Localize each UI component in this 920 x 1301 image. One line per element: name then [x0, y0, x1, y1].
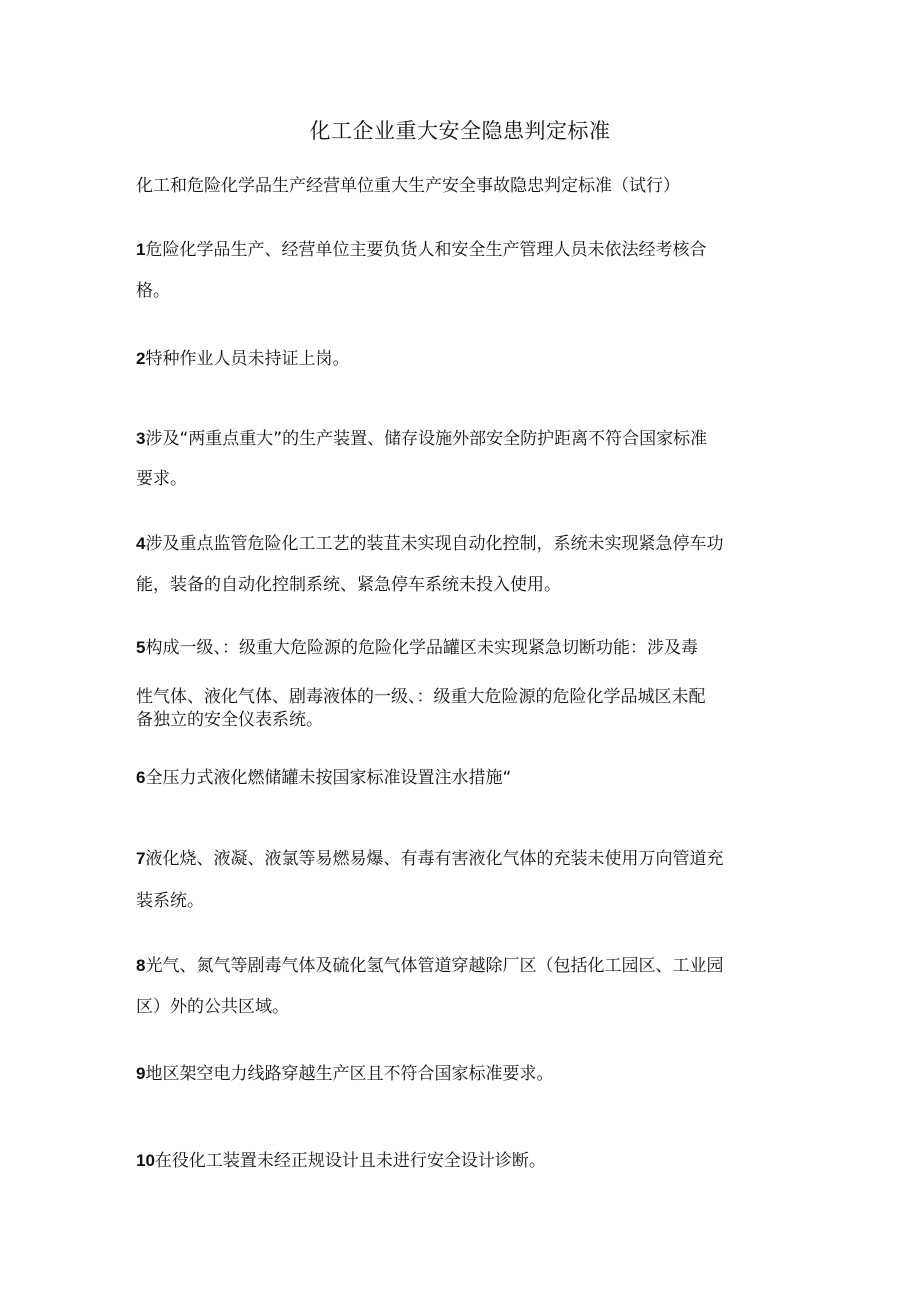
item-text: 特种作业人员未持证上岗。	[145, 349, 350, 369]
item-4-line-1	[136, 530, 723, 558]
item-text: 地区架空电力线路穿越生产区且不符合国家标准要求。	[145, 1064, 554, 1084]
item-8-line-2: 区）外的公共区域。	[136, 997, 289, 1017]
item-number: 10	[136, 1151, 155, 1170]
item-number: 6	[136, 768, 146, 787]
item-5-line-2: 性气体、液化气体、剧毒液体的一级、：级重大危险源的危险化学品城区未配	[136, 687, 706, 707]
item-9-line-1	[136, 1060, 553, 1088]
item-number: 8	[136, 956, 146, 975]
item-text: 液化烧、液凝、液氯等易燃易爆、有毒有害液化气体的充装未使用万向管道充	[145, 849, 724, 869]
item-text: 在役化工装置未经正规设计且未进行安全设计诊断。	[154, 1151, 546, 1171]
item-3-line-2: 要求。	[136, 469, 187, 489]
item-1-line-1	[136, 236, 706, 264]
item-2-line-1	[136, 345, 349, 373]
document-title: 化工企业重大安全隐患判定标准	[309, 119, 611, 143]
item-text: 危险化学品生产、经营单位主要负货人和安全生产管理人员未依法经考核合	[145, 240, 707, 260]
item-number: 1	[136, 240, 146, 259]
item-10-line-1	[136, 1147, 546, 1175]
item-7-line-1	[136, 845, 723, 873]
item-5-line-1	[136, 634, 698, 662]
item-text: 涉及重点监管危险化工工艺的装苴未实现自动化控制，系统未实现紧急停车功	[145, 534, 724, 554]
item-7-line-2: 装系统。	[136, 891, 204, 911]
item-number: 7	[136, 849, 146, 868]
item-number: 9	[136, 1064, 146, 1083]
item-3-line-1	[136, 425, 707, 453]
item-number: 3	[136, 429, 146, 448]
item-text: 全压力式液化燃储罐未按国家标准设置注水措施“	[145, 768, 512, 788]
item-4-line-2: 能，装备的自动化控制系统、紧急停车系统未投入使用。	[136, 575, 561, 595]
item-text: 涉及“两重点重大”的生产装置、储存设施外部安全防护距离不符合国家标准	[145, 429, 708, 449]
item-1-line-2: 格。	[136, 281, 170, 301]
item-8-line-1	[136, 952, 723, 980]
item-number: 2	[136, 349, 146, 368]
item-number: 5	[136, 638, 146, 657]
item-6-line-1	[136, 764, 511, 792]
item-5-line-3: 备独立的安全仪表系统。	[136, 710, 323, 730]
item-text: 构成一级、：级重大危险源的危险化学品罐区未实现紧急切断功能：涉及毒	[145, 638, 698, 658]
item-number: 4	[136, 534, 146, 553]
document-subtitle: 化工和危险化学品生产经营单位重大生产安全事故隐忠判定标准（试行）	[136, 176, 680, 196]
item-text: 光气、氮气等剧毒气体及硫化氢气体管道穿越除厂区（包括化工园区、工业园	[145, 956, 724, 976]
